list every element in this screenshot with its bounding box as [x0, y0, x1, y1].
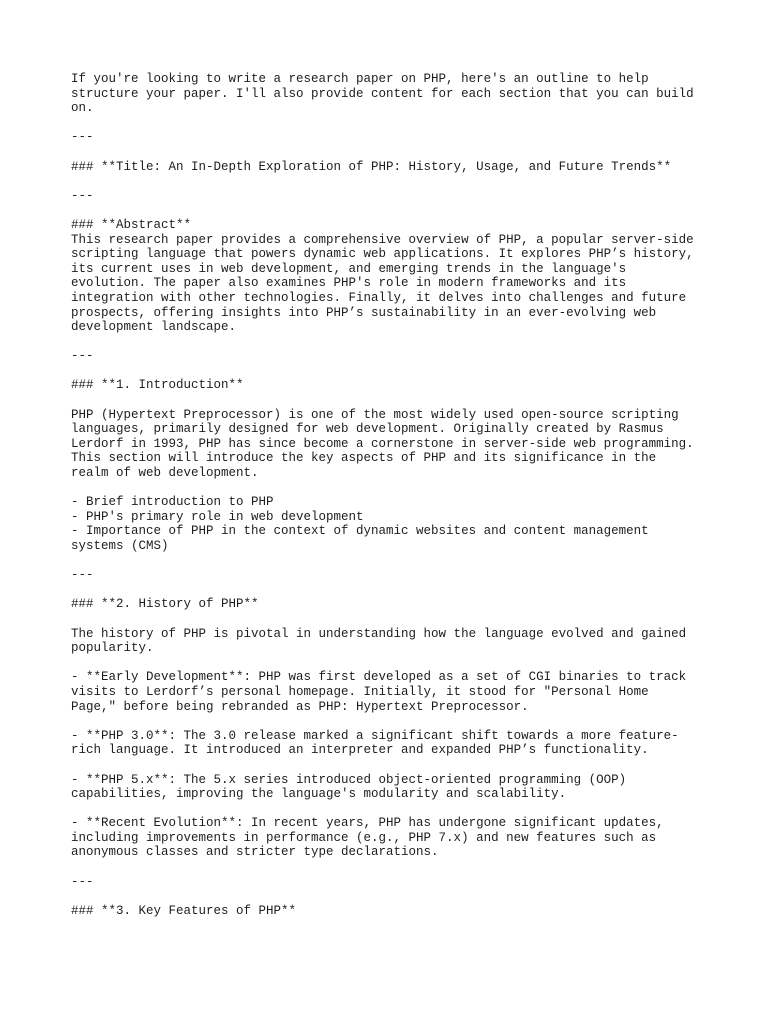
separator: ---	[71, 349, 94, 364]
separator: ---	[71, 130, 94, 145]
history-item-recent-evolution: - **Recent Evolution**: In recent years, PHP has undergone significant updates, including improvements in performance (e.g., PHP 7.x) and new features such as anonymous classes and stricter type declarations.	[71, 816, 664, 860]
separator: ---	[71, 874, 94, 889]
document-page	[71, 72, 711, 933]
separator: ---	[71, 568, 94, 583]
history-item-php3: - **PHP 3.0**: The 3.0 release marked a significant shift towards a more feature- rich language. It introduced an interpreter and expanded PHP’s functionality.	[71, 728, 679, 758]
history-item-early-development: - **Early Development**: PHP was first developed as a set of CGI binaries to track visits to Lerdorf’s personal homepage. Initially, it stood for "Personal Home Page," before being rebranded as PHP: Hypertext Preprocessor.	[71, 670, 687, 714]
abstract-section: ### **Abstract** This research paper provides a comprehensive overview of PHP, a popular server-side scripting language that powers dynamic web applications. It explores PHP’s history, its current uses in web development, and emerging trends in the language's evolution. The paper also examines PHP's role in modern frameworks and its integration with other technologies. Finally, it delves into challenges and future prospects, offering insights into PHP’s sustainability in an ever-evolving web development landscape.	[71, 217, 694, 335]
separator: ---	[71, 188, 94, 203]
introduction-heading: ### **1. Introduction**	[71, 378, 244, 393]
title-heading: ### **Title: An In-Depth Exploration of PHP: History, Usage, and Future Trends**	[71, 159, 672, 174]
intro-paragraph: If you're looking to write a research paper on PHP, here's an outline to help structure your paper. I'll also provide content for each section that you can build on.	[71, 72, 694, 116]
introduction-list: - Brief introduction to PHP - PHP's primary role in web development - Importance of PHP in the context of dynamic websites and content management systems (CMS)	[71, 495, 649, 553]
history-heading: ### **2. History of PHP**	[71, 597, 259, 612]
history-paragraph: The history of PHP is pivotal in understanding how the language evolved and gained popularity.	[71, 626, 687, 656]
introduction-paragraph: PHP (Hypertext Preprocessor) is one of the most widely used open-source scripting languages, primarily designed for web development. Originally created by Rasmus Lerdorf in 1993, PHP has since become a cornerstone in server-side web programming. This section will introduce the key aspects of PHP and its significance in the realm of web development.	[71, 407, 694, 481]
history-item-php5: - **PHP 5.x**: The 5.x series introduced object-oriented programming (OOP) capabilities, improving the language's modularity and scalability.	[71, 772, 627, 802]
key-features-heading: ### **3. Key Features of PHP**	[71, 903, 297, 918]
